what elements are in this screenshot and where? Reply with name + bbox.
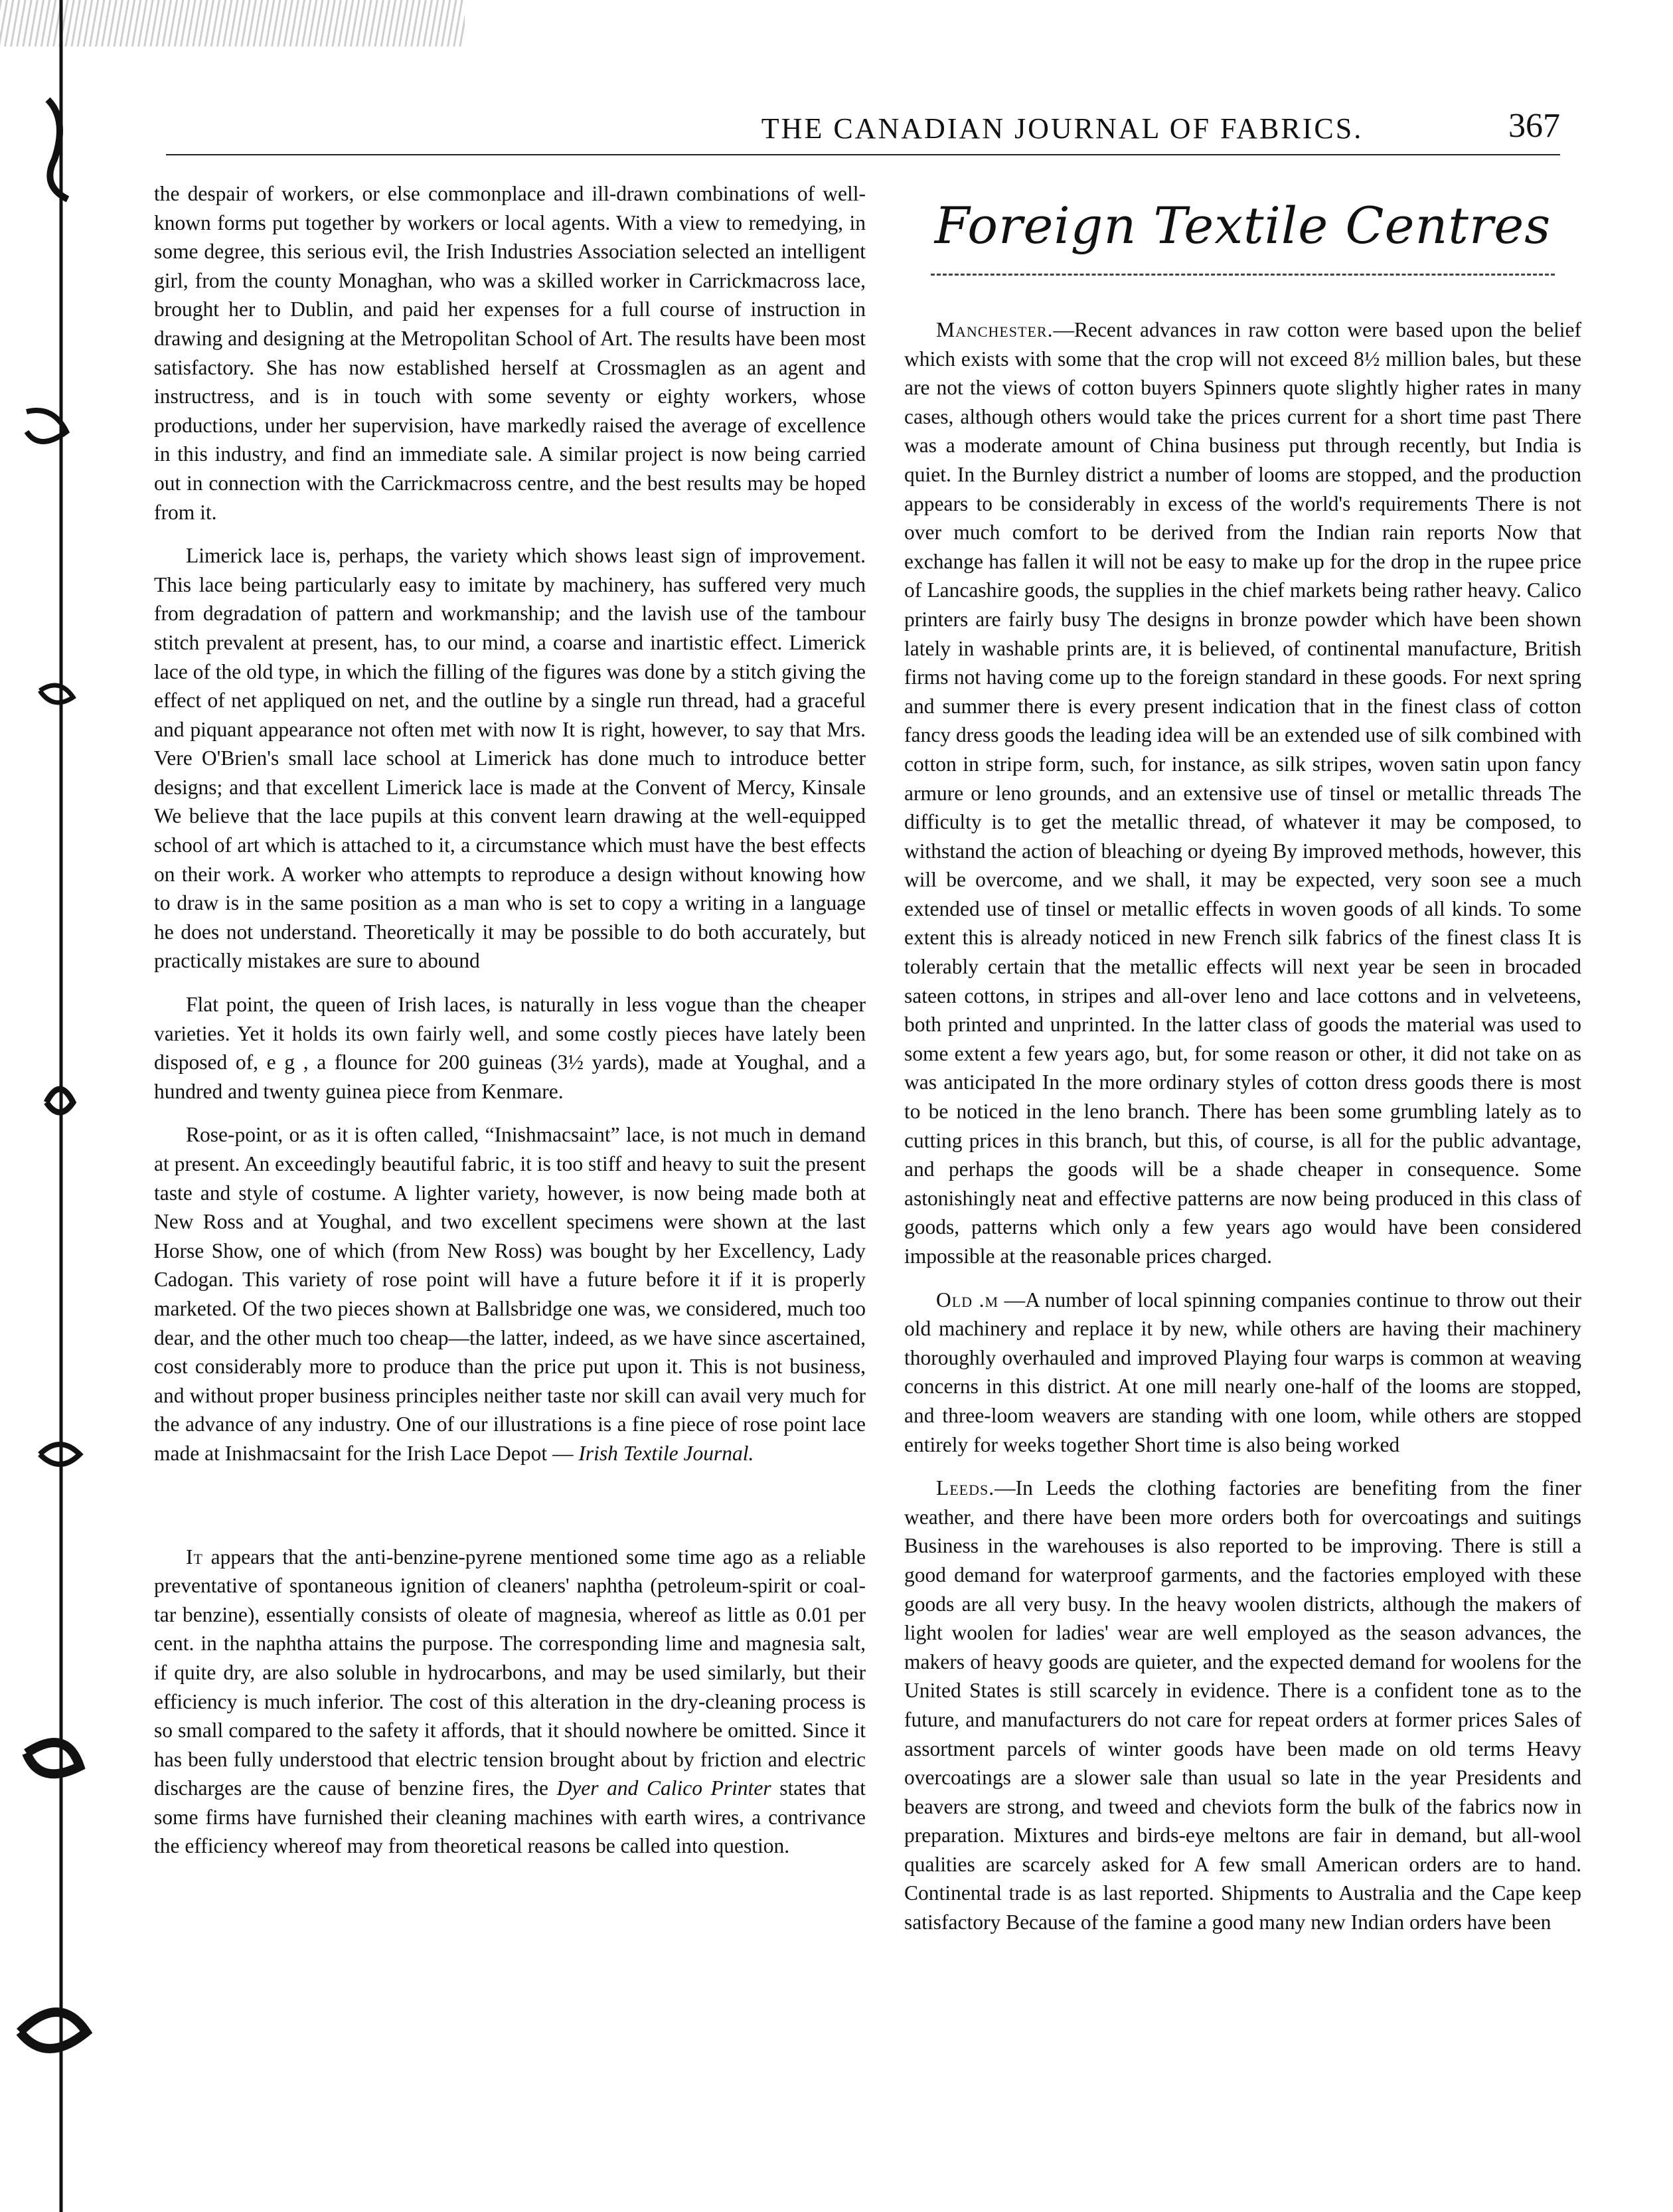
title-rule xyxy=(931,274,1555,276)
paragraph-text: —A number of local spinning companies continue to throw out their old machinery and replace it by new, while others are having their machinery thoroughly overhauled and improved Playing four warps is common at weaving concerns in this district. At one mill nearly one-half of the looms are stopped, and three-loom weavers are standing with one loom, while others are stopped entirely for weeks together Short time is also being worked xyxy=(904,1288,1582,1456)
paragraph: the despair of workers, or else commonplace and ill-drawn combinations of well-known forms put together by workers or local agents. With a view to remedying, in some degree, this serious evil, the Irish Industries Association selected an intelligent girl, from the county Monaghan, who was a skilled worker in Carrickmacross lace, brought her to Dublin, and paid her expenses for a full course of instruction in drawing and designing at the Metropolitan School of Art. The results have been most satisfactory. She has now established herself at Crossmaglen as an agent and instructress, and is in touch with some seventy or eighty workers, whose productions, under her supervision, have markedly raised the average of excellence in this industry, and find an immediate sale. A similar project is now being carried out in connection with the Carrickmacross centre, and the best results may be hoped from it. xyxy=(154,182,866,524)
paragraph xyxy=(154,1120,866,1468)
paragraph-text: Rose-point, or as it is often called, “Inishmacsaint” lace, is not much in demand at present. An exceedingly beautiful fabric, it is too stiff and heavy to suit the present taste and style of costume. A lighter variety, however, is now being made both at New Ross and at Youghal, and two excellent specimens were shown at the last Horse Show, one of which (from New Ross) was bought by her Excellency, Lady Cadogan. This variety of rose point will have a future before it if it is properly marketed. Of the two pieces shown at Ballsbridge one was, we considered, much too dear, and the other much too cheap—the latter, indeed, as we have since ascertained, cost considerably more to produce than the price put upon it. This is not business, and without proper business principles neither taste nor skill can avail very much for the advance of any industry. One of our illustrations is a fine piece of rose point lace made at Inishmacsaint for the Irish Lace Depot — xyxy=(154,1123,866,1465)
left-column xyxy=(154,179,866,1875)
paragraph xyxy=(154,1543,866,1861)
paragraph xyxy=(904,315,1581,1271)
paragraph: Limerick lace is, perhaps, the variety which shows least sign of improvement. This lace being particularly easy to imitate by machinery, has suffered very much from degradation of pattern and workmanship; and the lavish use of the tambour stitch prevalent at present, has, to our mind, a coarse and inartistic effect. Limerick lace of the old type, in which the filling of the figures was done by a stitch giving the effect of net appliqued on net, and the outline by a single run thread, had a graceful and piquant appearance not often met with now It is right, however, to say that Mrs. Vere O'Brien's small lace school at Limerick has done much to introduce better designs; and that excellent Limerick lace is made at the Convent of Mercy, Kinsale We believe that the lace pupils at this convent learn drawing at the well-equipped school of art which is attached to it, a circumstance which must have the best effects on their work. A worker who attempts to reproduce a design without knowing how to draw is in the same position as a man who is set to copy a writing in a language he does not understand. Theoretically it may be possible to do both accurately, but practically mistakes are sure to abound xyxy=(154,544,866,973)
paragraph xyxy=(904,1474,1581,1937)
paragraph-text: —Recent advances in raw cotton were based upon the belief which exists with some that the crop will not exceed 8½ million bales, but these are not the views of cotton buyers Spinners quote slightly higher rates in many cases, although others would take the prices current for a short time past There was a moderate amount of China business put through recently, but India is quiet. In the Burnley district a number of looms are stopped, and the production appears to be considerably in excess of the world's requirements There is not over much comfort to be derived from the Indian rain reports Now that exchange has fallen it will not be easy to make up for the drop in the rupee price of Lancashire goods, the supplies in the chief markets being rather heavy. Calico printers are fairly busy The designs in bronze powder which have been shown lately in washable prints are, it is believed, of continental manufacture, British firms not having come up to the foreign standard in these goods. For next spring and summer there is every present indication that in the finest class of cotton fancy dress goods the leading idea will be an extended use of silk combined with cotton in stripe form, such, for instance, as silk stripes, woven satin upon fancy armure or leno grounds, and an extensive use of tinsel or metallic threads The difficulty is to get the metallic thread, of whatever it may be composed, to withstand the action of bleaching or dyeing By improved methods, however, this will be overcome, and we shall, it may be expected, very soon see a much extended use of tinsel or metallic effects in woven goods of all kinds. To some extent this is already noticed in new French silk fabrics of the finest class It is tolerably certain that the metallic effects will next year be seen in brocaded sateen cottons, in stripes and all-over leno and lace cottons and in velveteens, both printed and unprinted. In the latter class of goods the material was used to some extent a few years ago, but, for some reason or other, it did not take on as was anticipated In the more ordinary styles of cotton dress goods there is most to be noticed in the leno branch. There has been some grumbling lately as to cutting prices in this branch, but this, of course, is all for the public advantage, and perhaps the goods will be a shade cheaper in consequence. Some astonishingly neat and effective patterns are now being produced in this class of goods, patterns which only a few years ago would have been considered impossible at the reasonable prices charged. xyxy=(904,318,1581,1268)
paragraph-text: appears that the anti-benzine-pyrene mentioned some time ago as a reliable preventative of spontaneous ignition of cleaners' naphtha (petroleum-spirit or coal-tar benzine), essentially consists of oleate of magnesia, whereof as little as 0.01 per cent. in the naphtha attains the purpose. The corresponding lime and magnesia salt, if quite dry, are also soluble in hydrocarbons, and may be used similarly, but their efficiency is much inferior. The cost of this alteration in the dry-cleaning process is so small compared to the safety it affords, that it should nowhere be omitted. Since it has been fully understood that electric tension brought about by friction and electric discharges are the cause of benzine fires, the xyxy=(154,1545,866,1800)
right-column xyxy=(904,193,1581,1952)
article-separator xyxy=(154,1483,866,1543)
paragraph-text: states that some firms have furnished their cleaning machines with earth wires, a contrivance the efficiency whereof may from theoretical reasons be called into question. xyxy=(154,1776,866,1858)
paragraph-text: —In Leeds the clothing factories are benefiting from the finer weather, and there have been more orders both for overcoatings and suitings Business in the warehouses is also reported to be improving. There is still a good demand for waterproof garments, and the factories employed with these goods are all very busy. In the heavy woolen districts, although the makers of light woolen for ladies' wear are well employed as the season advances, the makers of heavy goods are quieter, and the expected demand for woolens for the United States is still scarcely in evidence. There is a confident tone as to the future, and manufacturers do not care for repeat orders at former prices Sales of assortment parcels of winter goods have been made on old terms Heavy overcoatings are a slower sale than usual so late in the year Presidents and beavers are strong, and tweed and cheviots form the bulk of the fabrics now in preparation. Mixtures and birds-eye meltons are fair in demand, but all-wool qualities are scarcely asked for A few small American orders are to hand. Continental trade is as last reported. Shipments to Australia and the Cape keep satisfactory Because of the famine a good many new Indian orders have been xyxy=(904,1476,1581,1934)
place-name: Leeds. xyxy=(936,1476,995,1500)
header-rule xyxy=(166,154,1560,155)
credit-line: Irish Textile Journal. xyxy=(578,1441,754,1465)
section-title: Foreign Textile Centres xyxy=(934,196,1552,255)
journal-title: THE CANADIAN JOURNAL OF FABRICS. xyxy=(761,112,1364,145)
lead-word: It xyxy=(186,1545,203,1569)
binding-edge-graphic xyxy=(0,0,106,2212)
page-number: 367 xyxy=(1508,107,1560,145)
place-name: Old .m xyxy=(936,1288,999,1312)
paragraph xyxy=(904,1286,1581,1460)
source-name: Dyer and Calico Printer xyxy=(556,1776,771,1800)
paragraph: Flat point, the queen of Irish laces, is naturally in less vogue than the cheaper varieties. Yet it holds its own fairly well, and some costly pieces have lately been disposed of, e g , a flounce for 200 guineas (3½ yards), made at Youghal, and a hundred and twenty guinea piece from Kenmare. xyxy=(154,993,866,1103)
place-name: Manchester. xyxy=(936,318,1054,341)
